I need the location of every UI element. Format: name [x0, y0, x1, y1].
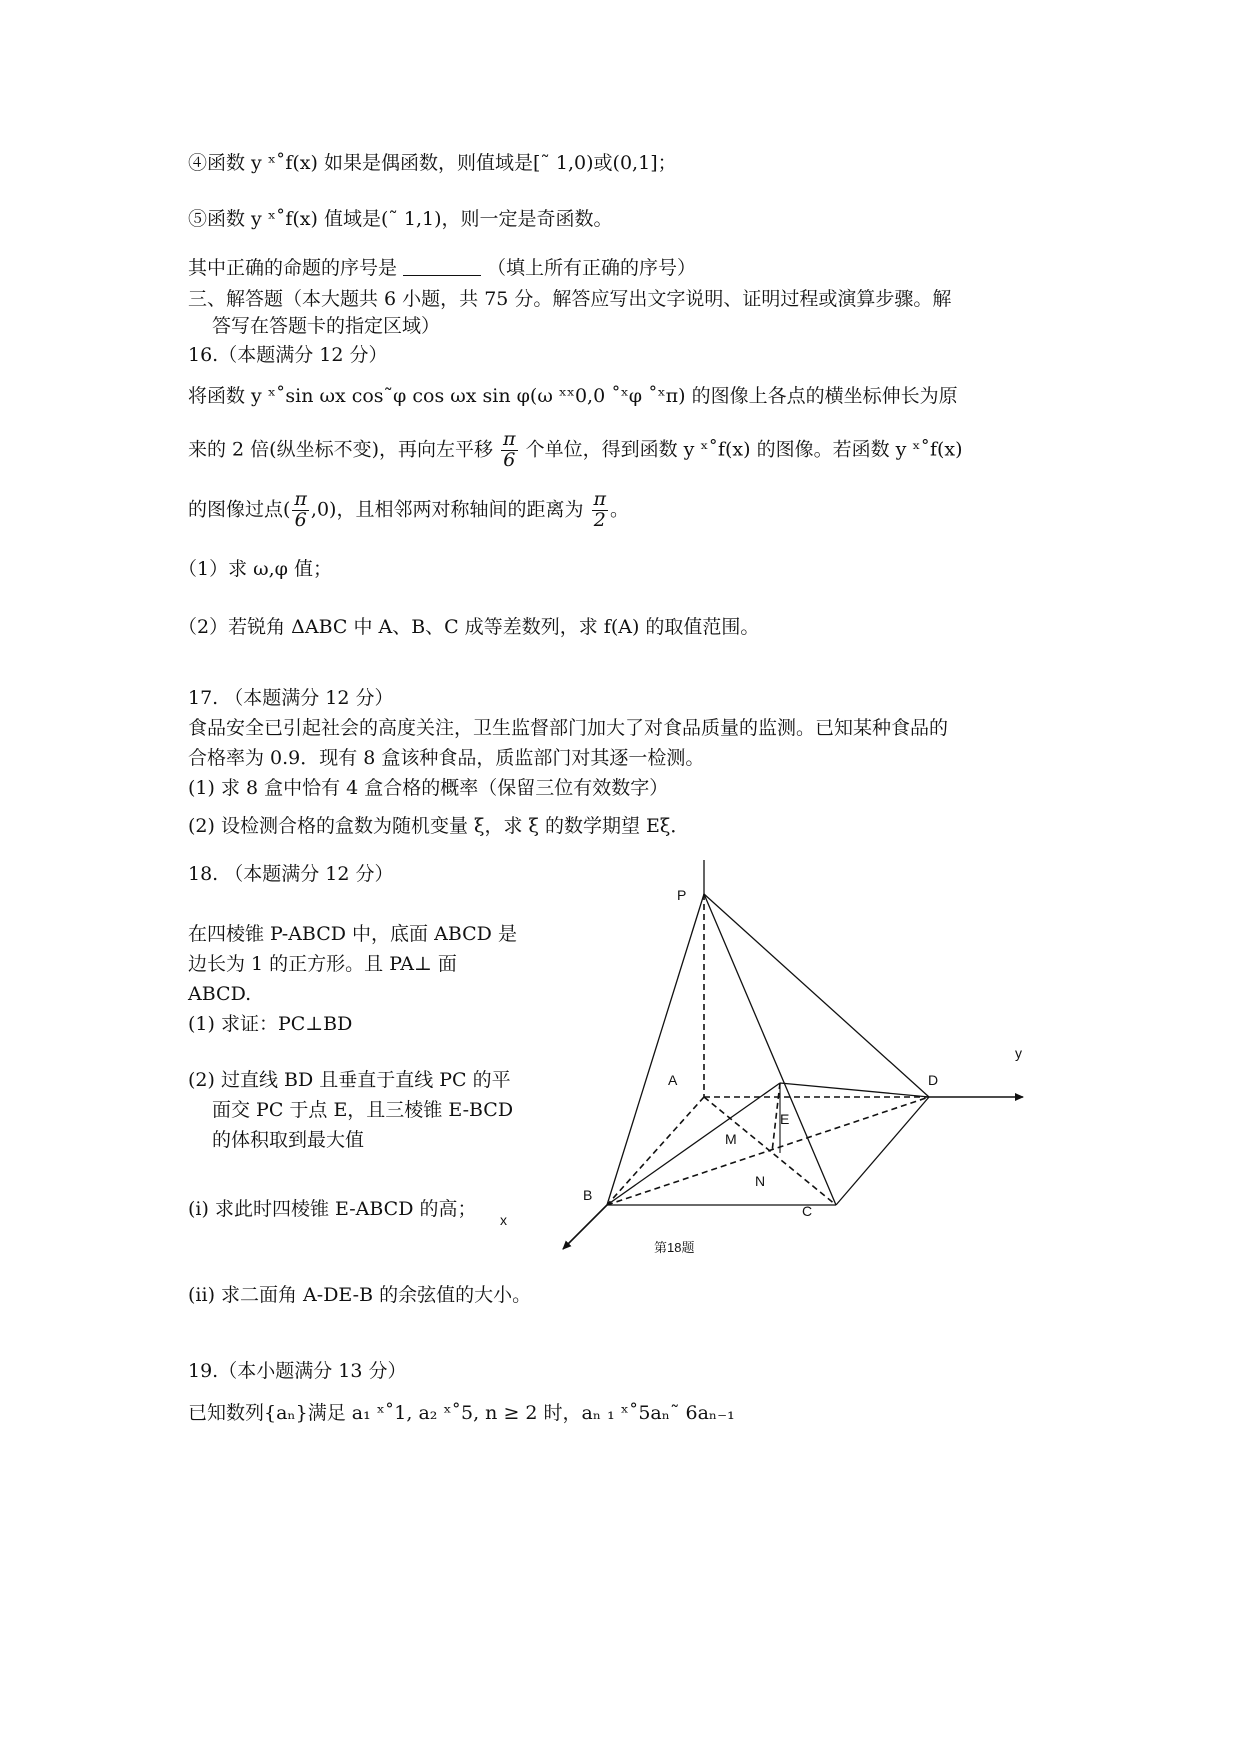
q16-line-3-a: 的图像过点(	[188, 498, 291, 521]
q16-heading: 16.（本题满分 12 分）	[188, 344, 388, 366]
q18-part-ii: (ii) 求二面角 A-DE-B 的余弦值的大小。	[188, 1284, 532, 1306]
statement-4: ④函数 y ˣ˚f(x) 如果是偶函数，则值域是[˜ 1,0)或(0,1]；	[188, 152, 677, 174]
label-P: P	[677, 887, 687, 903]
q17-line-2: 合格率为 0.9．现有 8 盒该种食品，质监部门对其逐一检测。	[188, 747, 705, 769]
q17-part-1: (1) 求 8 盒中恰有 4 盒合格的概率（保留三位有效数字）	[188, 777, 669, 799]
fraction-numerator: π	[503, 428, 516, 450]
q16-line-1: 将函数 y ˣ˚sin ωx cos˜φ cos ωx sin φ(ω ˣˣ0,0 ˚ˣφ ˚ˣπ) 的图像上各点的横坐标伸长为原	[188, 385, 958, 407]
fraction-numerator: π	[593, 488, 607, 510]
q18-part-2-line-1: (2) 过直线 BD 且垂直于直线 PC 的平	[188, 1069, 511, 1091]
label-M: M	[725, 1131, 737, 1147]
q19-heading: 19.（本小题满分 13 分）	[188, 1360, 407, 1382]
figure-caption: 第18题	[654, 1240, 695, 1255]
fraction-numerator: π	[294, 488, 307, 510]
label-B: B	[583, 1187, 593, 1203]
q16-line-3-c: 。	[610, 498, 630, 521]
label-y-axis: y	[1015, 1045, 1022, 1061]
q17-part-2: (2) 设检测合格的盒数为随机变量 ξ，求 ξ 的数学期望 Eξ．	[188, 815, 690, 837]
edge-PB	[607, 894, 704, 1205]
q16-part-1: （1）求 ω,φ 值；	[178, 558, 333, 580]
prompt-after: （填上所有正确的序号）	[487, 257, 697, 279]
edge-ED	[780, 1083, 929, 1097]
label-x-axis: x	[500, 1212, 507, 1228]
q18-part-2-line-3: 的体积取到最大值	[212, 1129, 365, 1151]
prompt-before: 其中正确的命题的序号是	[188, 257, 398, 279]
label-N: N	[755, 1173, 766, 1189]
fraction-denominator: 2	[593, 508, 606, 531]
q17-line-1: 食品安全已引起社会的高度关注，卫生监督部门加大了对食品质量的监测。已知某种食品的	[188, 717, 949, 739]
x-axis-arrow	[563, 1205, 607, 1249]
section-heading: 三、解答题（本大题共 6 小题，共 75 分。解答应写出文字说明、证明过程或演算步骤。解	[188, 288, 952, 310]
fraction-denominator: 6	[294, 508, 307, 531]
q16-part-2: （2）若锐角 ΔABC 中 A、B、C 成等差数列，求 f(A) 的取值范围。	[178, 616, 760, 638]
q18-line-3: ABCD.	[188, 983, 252, 1005]
edge-PD	[704, 894, 929, 1097]
q16-line-2-b: 个单位，得到函数 y ˣ˚f(x) 的图像。若函数 y ˣ˚f(x)	[525, 438, 963, 461]
label-C: C	[802, 1203, 813, 1219]
q16-line-2-a: 来的 2 倍(纵坐标不变)，再向左平移	[188, 438, 493, 461]
label-E: E	[780, 1111, 790, 1127]
q18-heading: 18. （本题满分 12 分）	[188, 863, 394, 885]
section-heading-cont: 答写在答题卡的指定区域）	[212, 315, 441, 337]
label-A: A	[668, 1072, 678, 1088]
q18-part-2-line-2: 面交 PC 于点 E，且三棱锥 E-BCD	[212, 1099, 514, 1121]
edge-EN	[772, 1083, 780, 1152]
q18-part-i: (i) 求此时四棱锥 E-ABCD 的高；	[188, 1198, 477, 1220]
q16-line-3-b: ,0)，且相邻两对称轴间的距离为	[310, 498, 584, 521]
q17-heading: 17. （本题满分 12 分）	[188, 687, 394, 709]
q18-line-2: 边长为 1 的正方形。且 PA⊥ 面	[188, 953, 457, 975]
q18-part-1: (1) 求证：PC⊥BD	[188, 1013, 353, 1035]
q19-line-1: 已知数列{aₙ}满足 a₁ ˣ˚1, a₂ ˣ˚5, n ≥ 2 时，aₙ ₁ ˣ˚5aₙ˜ 6aₙ₋₁	[188, 1402, 735, 1424]
statement-5: ⑤函数 y ˣ˚f(x) 值域是(˜ 1,1)，则一定是奇函数。	[188, 208, 613, 230]
fraction-denominator: 6	[503, 448, 516, 471]
label-D: D	[928, 1072, 939, 1088]
edge-PC	[704, 894, 836, 1205]
q18-line-1: 在四棱锥 P-ABCD 中，底面 ABCD 是	[188, 923, 517, 945]
